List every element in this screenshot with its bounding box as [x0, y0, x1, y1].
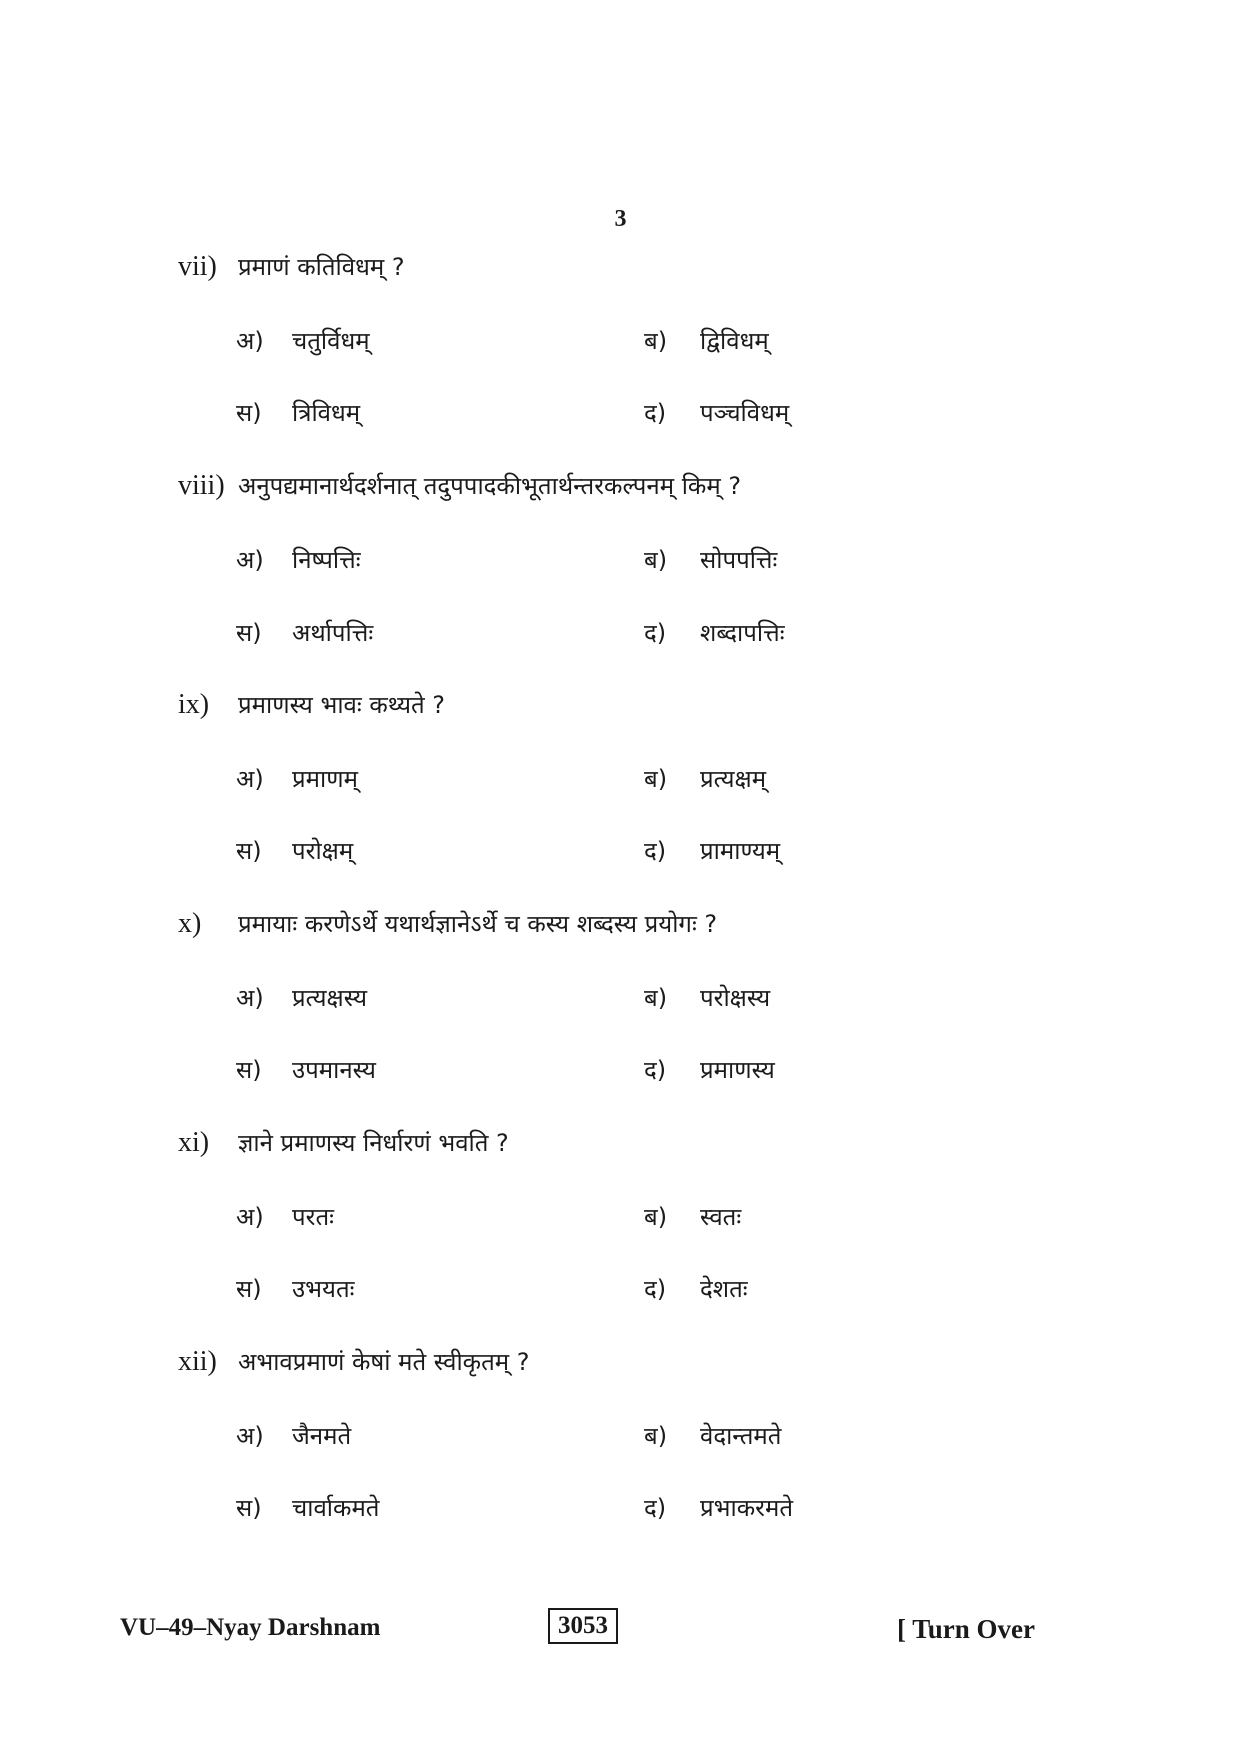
option [236, 1421, 351, 1451]
option-text: परतः [292, 1203, 334, 1231]
option-text: जैनमते [292, 1422, 352, 1450]
question-number: viii) [178, 470, 225, 501]
option-label: द) [644, 1494, 667, 1522]
option-label: अ) [236, 1203, 264, 1231]
footer-subject-code: VU–49–Nyay Darshnam [120, 1614, 381, 1641]
option-text: त्रिविधम् [292, 399, 361, 427]
option-label: स) [236, 399, 262, 427]
option-label: ब) [644, 765, 668, 793]
option [236, 326, 370, 356]
question-text: प्रमाणं कतिविधम् ? [238, 253, 405, 281]
option [236, 983, 367, 1013]
question-text: ज्ञाने प्रमाणस्य निर्धारणं भवति ? [238, 1129, 509, 1157]
option-text: उपमानस्य [292, 1056, 376, 1084]
option [236, 545, 361, 575]
question-viii [178, 471, 741, 501]
option-label: अ) [236, 984, 264, 1012]
option-text: प्रामाण्यम् [700, 837, 781, 865]
footer-paper-code: 3053 [548, 1608, 618, 1644]
option-label: द) [644, 1275, 667, 1303]
option [644, 1055, 775, 1085]
option-label: अ) [236, 1422, 264, 1450]
option-text: देशतः [700, 1275, 748, 1303]
option [236, 618, 373, 648]
option-text: प्रमाणस्य [700, 1056, 775, 1084]
question-number: vii) [178, 251, 217, 282]
option [644, 1421, 781, 1451]
option-label: ब) [644, 1203, 668, 1231]
option-label: द) [644, 1056, 667, 1084]
option [644, 1202, 741, 1232]
option-label: अ) [236, 765, 264, 793]
option-label: ब) [644, 327, 668, 355]
option [644, 326, 769, 356]
page-number: 3 [614, 206, 627, 232]
question-number: xii) [178, 1346, 217, 1377]
question-x [178, 909, 717, 939]
option-text: स्वतः [700, 1203, 742, 1231]
question-number: ix) [178, 689, 210, 720]
option [644, 1493, 793, 1523]
option-text: द्विविधम् [700, 327, 769, 355]
option [236, 1202, 334, 1232]
option-label: स) [236, 837, 262, 865]
option-label: स) [236, 1275, 262, 1303]
option-text: अर्थापत्तिः [292, 619, 374, 647]
option-text: सोपपत्तिः [700, 546, 778, 574]
option-label: ब) [644, 546, 668, 574]
option-label: स) [236, 1056, 262, 1084]
option-label: अ) [236, 546, 264, 574]
option [644, 398, 789, 428]
question-number: xi) [178, 1127, 210, 1158]
question-number: x) [178, 908, 202, 939]
option-label: अ) [236, 327, 264, 355]
question-vii [178, 252, 405, 282]
option [236, 764, 358, 794]
option [644, 836, 780, 866]
option-label: स) [236, 619, 262, 647]
option-text: परोक्षस्य [700, 984, 771, 1012]
question-ix [178, 690, 445, 720]
option-label: ब) [644, 984, 668, 1012]
footer-turn-over: [ Turn Over [897, 1614, 1036, 1644]
question-text: अभावप्रमाणं केषां मते स्वीकृतम् ? [238, 1348, 530, 1376]
option [236, 1055, 376, 1085]
question-xi [178, 1128, 509, 1158]
option [644, 1274, 748, 1304]
option [644, 983, 770, 1013]
option-label: स) [236, 1494, 262, 1522]
option-label: द) [644, 837, 667, 865]
option-text: प्रत्यक्षस्य [292, 984, 367, 1012]
option-text: शब्दापत्तिः [700, 619, 785, 647]
question-text: प्रमायाः करणेऽर्थे यथार्थज्ञानेऽर्थे च कस्य शब्दस्य प्रयोगः ? [238, 910, 718, 938]
option-text: प्रभाकरमते [700, 1494, 794, 1522]
option-text: वेदान्तमते [700, 1422, 782, 1450]
option-text: पञ्चविधम् [700, 399, 790, 427]
option [236, 1493, 379, 1523]
option-text: निष्पत्तिः [292, 546, 361, 574]
option-text: प्रमाणम् [292, 765, 358, 793]
option-text: चार्वाकमते [292, 1494, 380, 1522]
option-label: द) [644, 619, 667, 647]
question-text: अनुपद्यमानार्थदर्शनात् तदुपपादकीभूतार्थन्तरकल्पनम् किम् ? [238, 472, 742, 500]
option-text: प्रत्यक्षम् [700, 765, 767, 793]
option [644, 545, 777, 575]
option-text: उभयतः [292, 1275, 355, 1303]
option [236, 398, 360, 428]
option-text: चतुर्विधम् [292, 327, 370, 355]
option [236, 836, 353, 866]
question-text: प्रमाणस्य भावः कथ्यते ? [238, 691, 446, 719]
question-xii [178, 1347, 530, 1377]
option-label: द) [644, 399, 667, 427]
option [644, 618, 785, 648]
option [236, 1274, 354, 1304]
option-label: ब) [644, 1422, 668, 1450]
option [644, 764, 766, 794]
option-text: परोक्षम् [292, 837, 354, 865]
